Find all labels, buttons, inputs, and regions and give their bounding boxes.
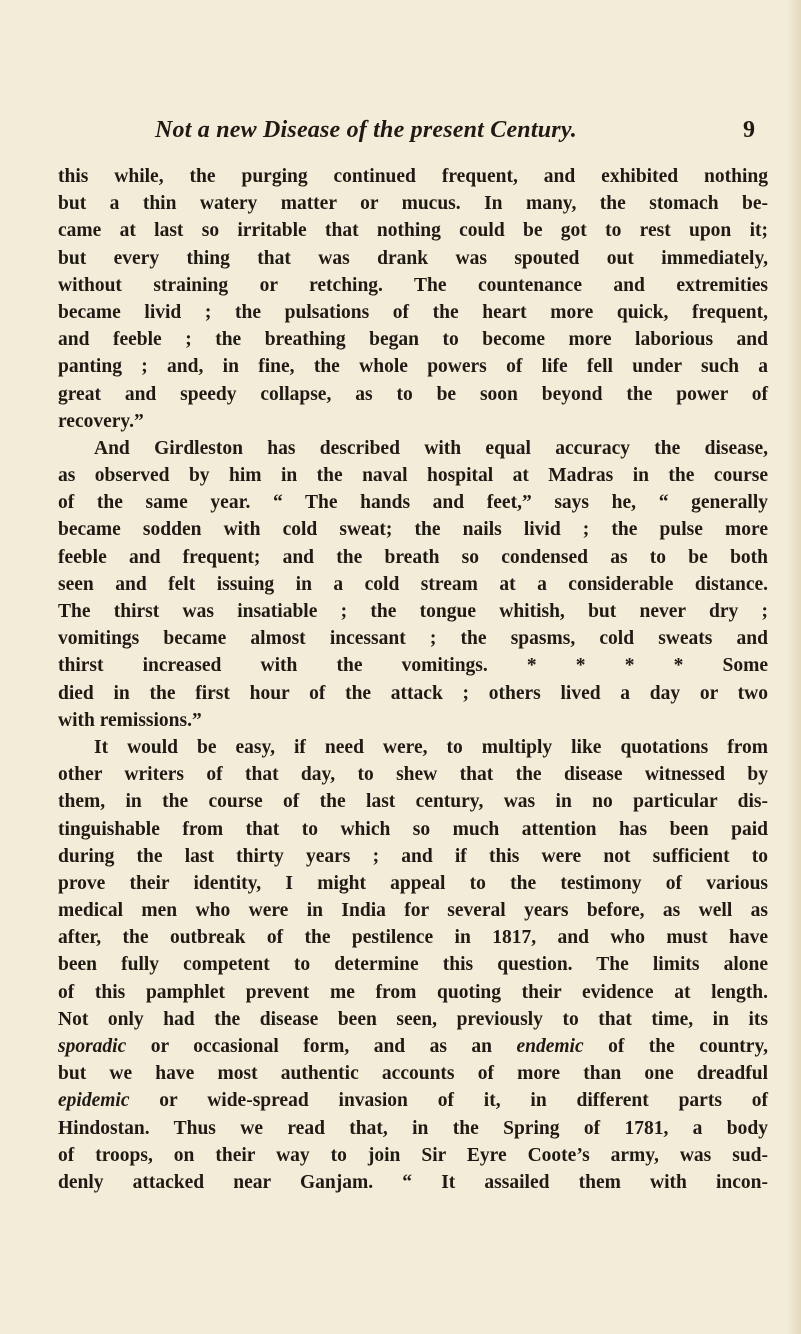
text-line: tinguishable from that to which so much attention has been paid <box>58 818 768 840</box>
text-line: and feeble ; the breathing began to become more laborious and <box>58 329 768 351</box>
text-line <box>58 1033 768 1060</box>
text-line: great and speedy collapse, as to be soon beyond the power of <box>58 383 768 405</box>
text-line: but a thin watery matter or mucus. In many, the stomach be- <box>58 193 768 215</box>
text-line: thirst increased with the vomitings. * * * * Some <box>58 655 768 677</box>
page-edge-shadow <box>787 0 801 1334</box>
italic-term: epidemic <box>58 1090 130 1112</box>
italic-term: endemic <box>516 1036 584 1057</box>
text-line: died in the first hour of the attack ; others lived a day or two <box>58 682 768 704</box>
page-header <box>155 117 785 151</box>
text-line: Hindostan. Thus we read that, in the Spring of 1781, a body <box>58 1117 768 1139</box>
text-line: And Girdleston has described with equal accuracy the disease, <box>94 437 768 459</box>
text-line: seen and felt issuing in a cold stream at a considerable distance. <box>58 573 768 595</box>
text-line: panting ; and, in fine, the whole powers of life fell under such a <box>58 356 768 378</box>
text-line: been fully competent to determine this question. The limits alone <box>58 954 768 976</box>
text-line <box>58 1087 768 1114</box>
text-line: but every thing that was drank was spouted out immediately, <box>58 247 768 269</box>
text-segment: of the country, <box>583 1036 768 1057</box>
running-title: Not a new Disease of the present Century. <box>155 117 577 143</box>
text-line: of the same year. “ The hands and feet,” says he, “ generally <box>58 492 768 514</box>
text-line: feeble and frequent; and the breath so condensed as to be both <box>58 546 768 568</box>
text-line: became sodden with cold sweat; the nails livid ; the pulse more <box>58 519 768 541</box>
text-line: It would be easy, if need were, to multiply like quotations from <box>94 736 768 758</box>
text-line: but we have most authentic accounts of more than one dreadful <box>58 1063 768 1085</box>
text-line: The thirst was insatiable ; the tongue whitish, but never dry ; <box>58 601 768 622</box>
text-line: became livid ; the pulsations of the heart more quick, frequent, <box>58 301 768 323</box>
italic-term: sporadic <box>58 1036 127 1057</box>
body-text <box>58 163 768 1196</box>
text-line: this while, the purging continued frequent, and exhibited nothing <box>58 166 768 187</box>
text-line: during the last thirty years ; and if this were not sufficient to <box>58 845 768 867</box>
text-line: as observed by him in the naval hospital at Madras in the course <box>58 465 768 487</box>
text-line: without straining or retching. The countenance and extremities <box>58 274 768 296</box>
text-line: them, in the course of the last century, was in no particular dis- <box>58 791 768 813</box>
text-line: prove their identity, I might appeal to the testimony of various <box>58 872 768 894</box>
text-line: medical men who were in India for several years before, as well as <box>58 900 768 922</box>
text-line: vomitings became almost incessant ; the spasms, cold sweats and <box>58 628 768 650</box>
text-line: Not only had the disease been seen, previously to that time, in its <box>58 1008 768 1030</box>
text-segment: or wide-spread invasion of it, in different parts of <box>129 1090 768 1112</box>
text-line: other writers of that day, to shew that the disease witnessed by <box>58 764 768 786</box>
page-number: 9 <box>743 117 755 143</box>
text-line: denly attacked near Ganjam. “ It assailed them with incon- <box>58 1171 768 1193</box>
text-line: of this pamphlet prevent me from quoting their evidence at length. <box>58 981 768 1003</box>
text-line: of troops, on their way to join Sir Eyre Coote’s army, was sud- <box>58 1144 768 1166</box>
text-line: came at last so irritable that nothing could be got to rest upon it; <box>58 220 768 242</box>
text-line: with remissions.” <box>58 709 202 731</box>
text-segment: or occasional form, and as an <box>126 1036 517 1057</box>
text-line: after, the outbreak of the pestilence in 1817, and who must have <box>58 927 768 949</box>
text-line: recovery.” <box>58 410 144 432</box>
